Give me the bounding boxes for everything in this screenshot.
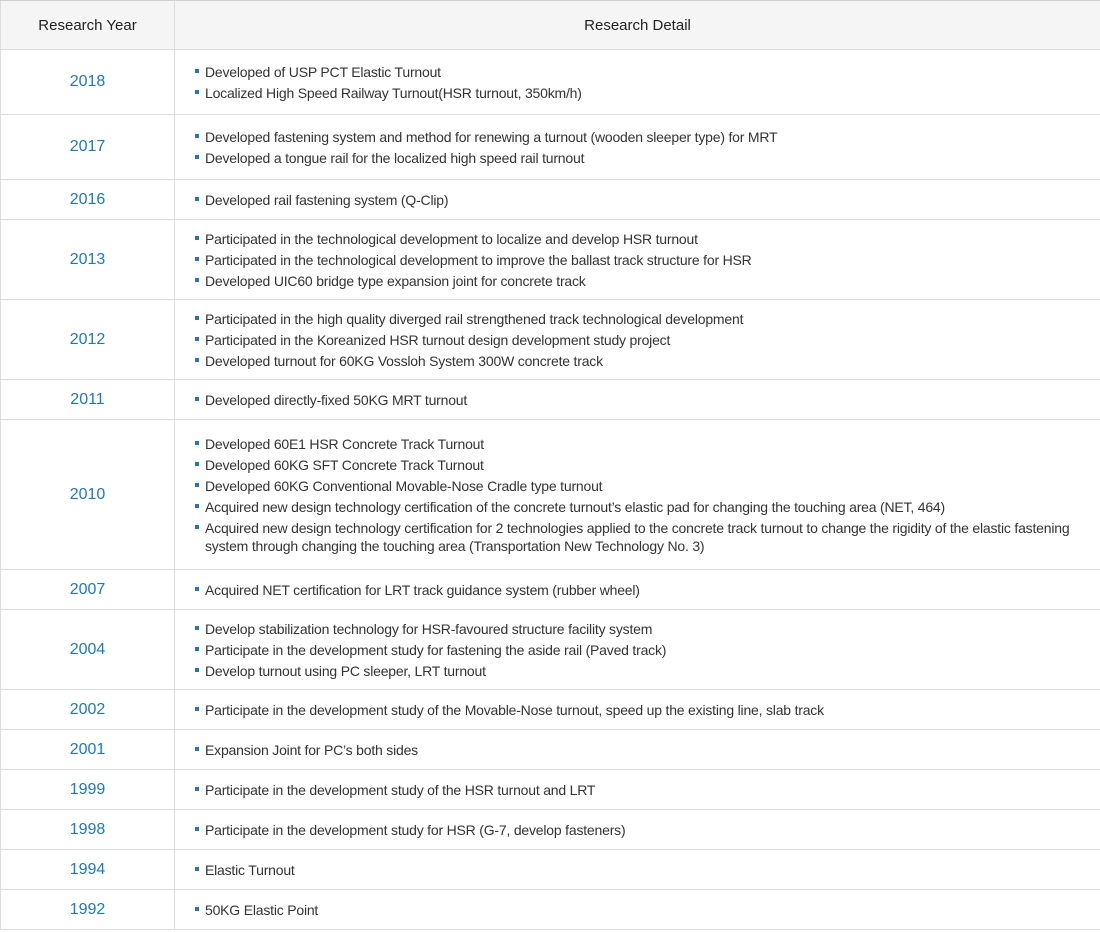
research-detail (175, 850, 1100, 890)
table-row (1, 770, 1100, 810)
research-detail (175, 810, 1100, 850)
detail-list (195, 310, 1090, 370)
detail-item: Develop stabilization technology for HSR-favoured structure facility system (195, 620, 1090, 638)
table-row (1, 610, 1100, 690)
detail-item: Expansion Joint for PC’s both sides (195, 741, 1090, 759)
research-detail (175, 180, 1100, 220)
research-year: 2018 (1, 50, 175, 115)
detail-list (195, 581, 1090, 599)
detail-list (195, 701, 1090, 719)
detail-list (195, 391, 1090, 409)
table-row (1, 50, 1100, 115)
detail-list (195, 128, 1090, 167)
detail-item: Developed 60E1 HSR Concrete Track Turnout (195, 435, 1090, 453)
research-year: 2016 (1, 180, 175, 220)
research-detail (175, 890, 1100, 930)
research-year: 2004 (1, 610, 175, 690)
detail-list (195, 741, 1090, 759)
detail-item: Participated in the Koreanized HSR turnout design development study project (195, 331, 1090, 349)
detail-item: Developed a tongue rail for the localized high speed rail turnout (195, 149, 1090, 167)
research-year: 1992 (1, 890, 175, 930)
detail-item: Develop turnout using PC sleeper, LRT turnout (195, 662, 1090, 680)
table-row (1, 570, 1100, 610)
table-row (1, 300, 1100, 380)
research-detail (175, 300, 1100, 380)
detail-item: Developed directly-fixed 50KG MRT turnout (195, 391, 1090, 409)
research-detail (175, 380, 1100, 420)
detail-list (195, 63, 1090, 102)
detail-item: Acquired NET certification for LRT track guidance system (rubber wheel) (195, 581, 1090, 599)
research-detail (175, 570, 1100, 610)
detail-item: Developed UIC60 bridge type expansion joint for concrete track (195, 272, 1090, 290)
detail-item: Developed 60KG SFT Concrete Track Turnout (195, 456, 1090, 474)
detail-item: Developed rail fastening system (Q-Clip) (195, 191, 1090, 209)
table-row (1, 180, 1100, 220)
research-detail (175, 50, 1100, 115)
table-body (1, 50, 1100, 930)
detail-list (195, 861, 1090, 879)
detail-list (195, 781, 1090, 799)
research-detail (175, 770, 1100, 810)
research-year: 2011 (1, 380, 175, 420)
detail-list (195, 901, 1090, 919)
detail-list (195, 191, 1090, 209)
table-header-row (1, 1, 1100, 50)
detail-item: Participate in the development study of the Movable-Nose turnout, speed up the existing line, slab track (195, 701, 1090, 719)
detail-item: Elastic Turnout (195, 861, 1090, 879)
table-row (1, 730, 1100, 770)
detail-item: Developed 60KG Conventional Movable-Nose Cradle type turnout (195, 477, 1090, 495)
table-row (1, 690, 1100, 730)
research-year: 2007 (1, 570, 175, 610)
detail-item: Acquired new design technology certification for 2 technologies applied to the concrete track turnout to change the rigidity of the elastic fastening system through changing the touching area (Transportation New Technology No. 3) (195, 519, 1090, 555)
research-year: 2001 (1, 730, 175, 770)
research-year: 2002 (1, 690, 175, 730)
detail-list (195, 620, 1090, 680)
research-year: 1999 (1, 770, 175, 810)
detail-item: Participate in the development study for HSR (G-7, develop fasteners) (195, 821, 1090, 839)
research-detail-header: Research Detail (175, 1, 1100, 50)
table-row (1, 115, 1100, 180)
table-row (1, 890, 1100, 930)
research-year: 2013 (1, 220, 175, 300)
research-year: 2017 (1, 115, 175, 180)
detail-item: Participated in the technological development to improve the ballast track structure for HSR (195, 251, 1090, 269)
research-year-header: Research Year (1, 1, 175, 50)
detail-item: Acquired new design technology certification of the concrete turnout’s elastic pad for changing the touching area (NET, 464) (195, 498, 1090, 516)
detail-list (195, 435, 1090, 555)
table-row (1, 850, 1100, 890)
detail-list (195, 230, 1090, 290)
research-detail (175, 115, 1100, 180)
research-year: 1994 (1, 850, 175, 890)
table-row (1, 810, 1100, 850)
table-row (1, 220, 1100, 300)
research-detail (175, 610, 1100, 690)
research-year: 2012 (1, 300, 175, 380)
detail-item: Developed turnout for 60KG Vossloh System 300W concrete track (195, 352, 1090, 370)
research-detail (175, 420, 1100, 570)
detail-item: Participate in the development study for fastening the aside rail (Paved track) (195, 641, 1090, 659)
detail-item: Participated in the technological development to localize and develop HSR turnout (195, 230, 1090, 248)
detail-item: 50KG Elastic Point (195, 901, 1090, 919)
table-row (1, 420, 1100, 570)
research-detail (175, 690, 1100, 730)
detail-item: Developed fastening system and method for renewing a turnout (wooden sleeper type) for MRT (195, 128, 1090, 146)
research-detail (175, 730, 1100, 770)
detail-item: Participate in the development study of the HSR turnout and LRT (195, 781, 1090, 799)
research-year: 2010 (1, 420, 175, 570)
detail-item: Developed of USP PCT Elastic Turnout (195, 63, 1090, 81)
table-row (1, 380, 1100, 420)
detail-item: Localized High Speed Railway Turnout(HSR turnout, 350km/h) (195, 84, 1090, 102)
research-year: 1998 (1, 810, 175, 850)
research-detail (175, 220, 1100, 300)
detail-item: Participated in the high quality diverged rail strengthened track technological development (195, 310, 1090, 328)
detail-list (195, 821, 1090, 839)
